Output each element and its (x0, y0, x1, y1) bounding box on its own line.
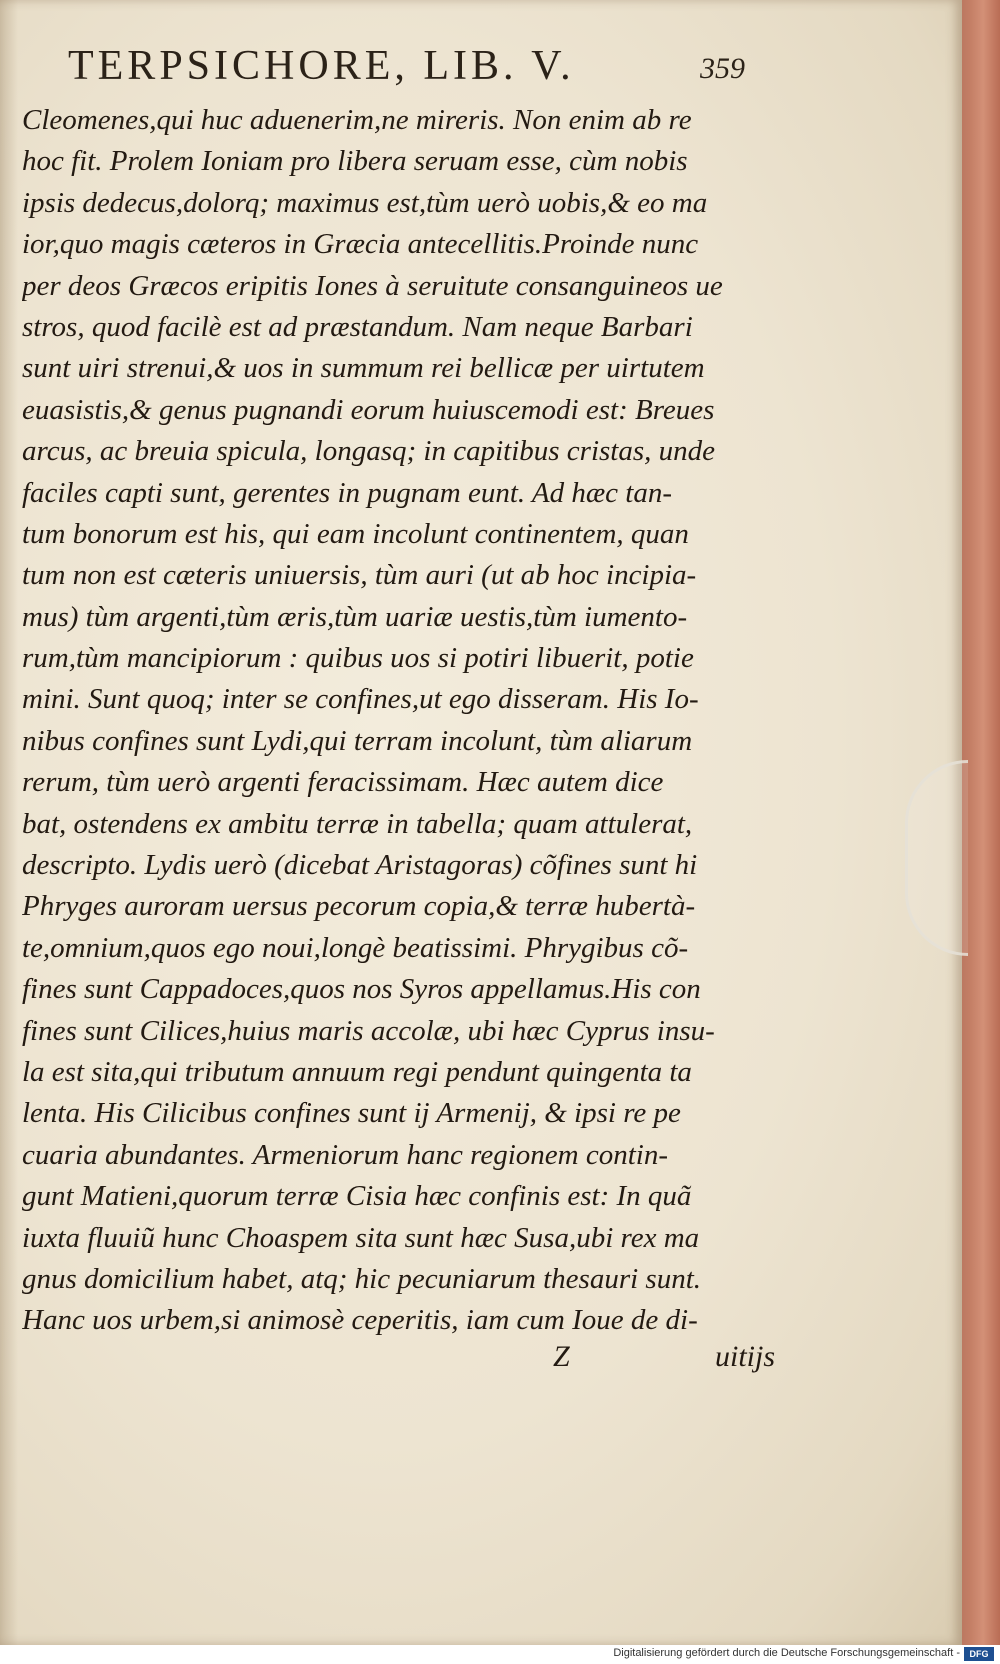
bottom-marks (0, 1340, 962, 1380)
text-line: Phryges auroram uersus pecorum copia,& terræ hubertà- (22, 890, 696, 923)
text-line: Cleomenes,qui huc aduenerim,ne mireris. Non enim ab re (22, 104, 692, 136)
signature-mark: Z (553, 1340, 570, 1373)
text-line: mus) tùm argenti,tùm æris,tùm uariæ uestis,tùm iumento- (22, 600, 688, 633)
text-line: mini. Sunt quoq; inter se confines,ut ego disseram. His Io- (22, 683, 699, 716)
running-head: TERPSICHORE, LIB. V. (68, 43, 575, 89)
text-line: ior,quo magis cæteros in Græcia antecellitis.Proinde nunc (22, 228, 699, 261)
text-line: nibus confines sunt Lydi,qui terram incolunt, tùm aliarum (22, 724, 693, 757)
text-line: rerum, tùm uerò argenti feracissimam. Hæc autem dice (22, 766, 664, 799)
text-line: descripto. Lydis uerò (dicebat Aristagoras) cõfines sunt hi (22, 849, 698, 882)
text-line: gnus domicilium habet, atq; hic pecuniarum thesauri sunt. (22, 1262, 702, 1295)
text-line: ipsis dedecus,dolorq; maximus est,tùm uerò uobis,& eo ma (22, 186, 708, 219)
text-line: stros, quod facilè est ad præstandum. Nam neque Barbari (22, 310, 693, 343)
catchword: uitijs (715, 1340, 776, 1373)
footer-bar (0, 1645, 1000, 1664)
text-line: rum,tùm mancipiorum : quibus uos si potiri libuerit, potie (22, 642, 694, 675)
text-line: iuxta fluuiũ hunc Choaspem sita sunt hæc Susa,ubi rex ma (22, 1221, 700, 1254)
text-line: la est sita,qui tributum annuum regi pendunt quingenta ta (22, 1055, 692, 1088)
text-line: lenta. His Cilicibus confines sunt ij Armenij, & ipsi re pe (22, 1097, 681, 1130)
text-line: tum non est cæteris uniuersis, tùm auri (ut ab hoc incipia- (22, 559, 697, 592)
folio-number: 359 (700, 52, 745, 85)
text-line: Hanc uos urbem,si animosè ceperitis, iam cum Ioue de di- (22, 1304, 698, 1337)
text-line: bat, ostendens ex ambitu terræ in tabella; quam attulerat, (22, 807, 693, 840)
body-text (22, 100, 912, 1342)
text-line: te,omnium,quos ego noui,longè beatissimi. Phrygibus cõ- (22, 931, 689, 964)
text-line: per deos Græcos eripitis Iones à seruitute consanguineos ue (22, 269, 723, 302)
text-line: gunt Matieni,quorum terræ Cisia hæc confinis est: In quã (22, 1180, 692, 1213)
text-line: faciles capti sunt, gerentes in pugnam eunt. Ad hæc tan- (22, 476, 672, 509)
text-line: fines sunt Cappadoces,quos nos Syros appellamus.His con (22, 973, 701, 1006)
text-line: tum bonorum est his, qui eam incolunt continentem, quan (22, 517, 689, 550)
text-line: sunt uiri strenui,& uos in summum rei bellicæ per uirtutem (22, 352, 705, 385)
text-line: arcus, ac breuia spicula, longasq; in capitibus cristas, unde (22, 435, 715, 468)
text-line: fines sunt Cilices,huius maris accolæ, ubi hæc Cyprus insu- (22, 1014, 715, 1047)
dfg-logo: DFG (964, 1647, 994, 1661)
footer-credit: Digitalisierung gefördert durch die Deutsche Forschungsgemeinschaft - (613, 1647, 960, 1659)
text-line: hoc fit. Prolem Ioniam pro libera seruam esse, cùm nobis (22, 145, 688, 178)
page-clip (905, 760, 968, 956)
text-line: cuaria abundantes. Armeniorum hanc regionem contin- (22, 1138, 668, 1171)
text-line: euasistis,& genus pugnandi eorum huiuscemodi est: Breues (22, 393, 715, 426)
